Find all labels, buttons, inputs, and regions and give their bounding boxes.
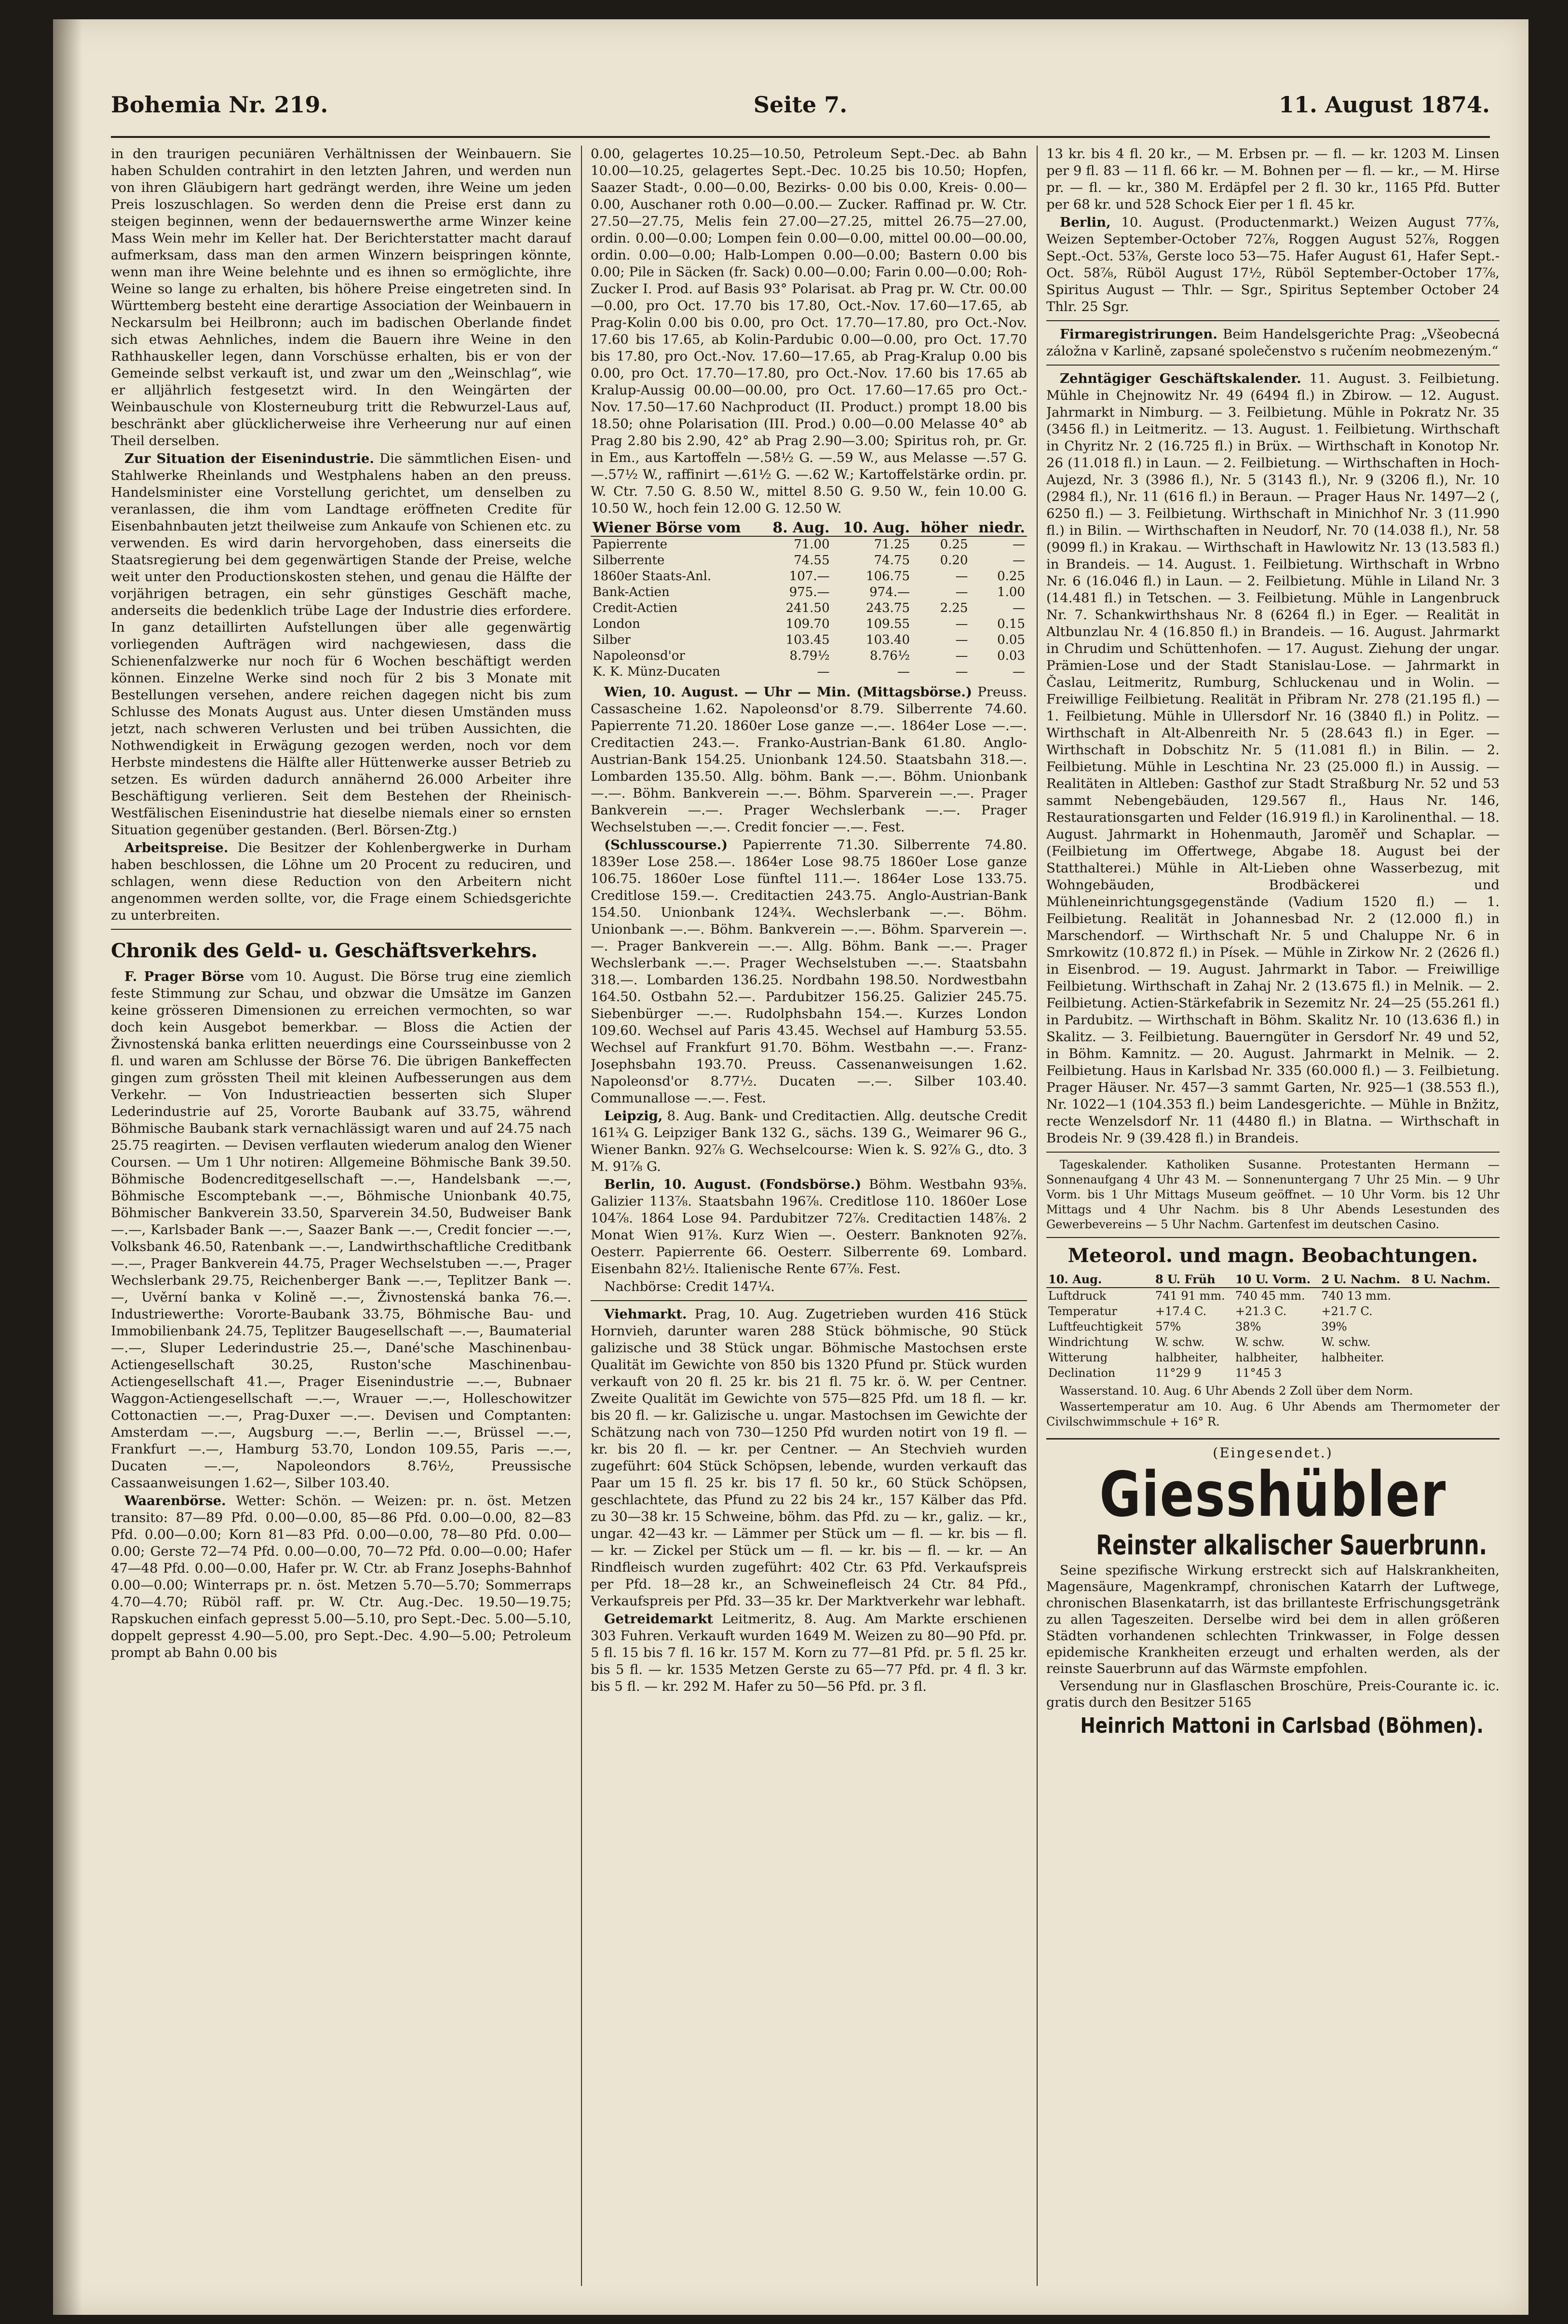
- header-page-number: Seite 7.: [753, 92, 848, 118]
- table-cell: —: [955, 665, 968, 679]
- table-cell: [1409, 1304, 1500, 1319]
- table-cell: Credit-Actien: [593, 601, 678, 615]
- table-header-cell: niedr.: [970, 520, 1027, 536]
- table-cell: Silberrente: [593, 553, 665, 568]
- article-paragraph: 13 kr. bis 4 fl. 20 kr., — M. Erbsen pr. — fl. — kr. 1203 M. Linsen per 9 fl. 83 — 11 fl. 66 kr. — M. Bohnen per — fl. — kr., — M. Hirse pr. — fl. — kr., 380 M. Erdäpfel per 2 fl. 30 kr., 1165 Pfd. Butter per 68 kr. und 528 Schock Eier per 1 fl. 45 kr.: [1046, 146, 1500, 212]
- table-cell: —: [897, 665, 910, 679]
- article-paragraph: [591, 1611, 1027, 1695]
- article-heading: Getreidemarkt: [604, 1611, 714, 1627]
- table-cell: —: [955, 569, 968, 584]
- table-cell: 243.75: [866, 601, 910, 615]
- table-cell: Papierrente: [593, 537, 667, 552]
- table-cell: 740 45 mm.: [1235, 1289, 1305, 1303]
- day-calendar: Tageskalender. Katholiken Susanne. Protestanten Hermann — Sonnenaufgang 4 Uhr 43 M. — Sonnenuntergang 7 Uhr 25 Min. — 9 Uhr Vorm. bis 1 Uhr Mittags Museum geöffnet. — 10 Uhr Vorm. bis 12 Uhr Mittags und 4 Uhr Nachm. bis 8 Uhr Abends Lesestunden des Gewerbevereins — 5 Uhr Nachm. Gartenfest im deutschen Casino.: [1046, 1158, 1500, 1231]
- table-cell: W. schw.: [1321, 1335, 1371, 1349]
- header-date: 11. August 1874.: [1279, 92, 1490, 118]
- article-paragraph: [111, 968, 571, 1492]
- article-heading: Berlin,: [1060, 215, 1111, 230]
- page-header: [111, 92, 1490, 130]
- ad-brand: Giesshübler: [1099, 1459, 1446, 1531]
- table-cell: 975.—: [789, 585, 830, 599]
- table-cell: 1.00: [997, 585, 1025, 599]
- article-text: Beim Handelsgerichte Prag: „Všeobecná záložna v Karlině, zapsané společenstvo s ručením neobmezeným.“: [1046, 326, 1500, 359]
- table-cell: Napoleonsd'or: [593, 649, 685, 663]
- table-row: [591, 553, 1027, 569]
- article-text: Leitmeritz, 8. Aug. Am Markte erschienen 303 Fuhren. Verkauft wurden 1649 M. Weizen zu 80—90 Pfd. pr. 5 fl. 15 bis 7 fl. 16 kr. 157 M. Korn zu 77—81 Pfd. pr. 5 fl. 25 kr. bis 5 fl. — kr. 1535 Metzen Gerste zu 65—77 Pfd. pr. 4 fl. 3 kr. bis 5 fl. — kr. 292 M. Hafer zu 50—56 Pfd. pr. 3 fl.: [591, 1611, 1027, 1694]
- article-heading: Wien, 10. August. — Uhr — Min. (Mittagsbörse.): [604, 684, 972, 700]
- table-cell: —: [1013, 553, 1025, 568]
- article-paragraph: [1046, 214, 1500, 315]
- ad-text: Versendung nur in Glasflaschen Broschüre, Preis-Courante ic. ic. gratis durch den Besitzer 5165: [1046, 1679, 1500, 1710]
- table-header-cell: 8 U. Nachm.: [1409, 1272, 1500, 1288]
- table-row: [591, 584, 1027, 600]
- table-cell: 0.05: [997, 633, 1025, 647]
- table-cell: +21.7 C.: [1321, 1305, 1373, 1318]
- ad-maker: Heinrich Mattoni in Carlsbad (Böhmen).: [1080, 1713, 1484, 1738]
- table-cell: W. schw.: [1235, 1335, 1285, 1349]
- table-cell: Luftfeuchtigkeit: [1048, 1320, 1143, 1333]
- newspaper-page: [53, 19, 1528, 2315]
- table-body: [1046, 1288, 1500, 1381]
- article-paragraph: [591, 1176, 1027, 1278]
- table-cell: 71.25: [874, 537, 910, 552]
- section-rule: [1046, 1237, 1500, 1238]
- meteorology-title: Meteorol. und magn. Beobachtungen.: [1068, 1244, 1478, 1267]
- table-row: [591, 632, 1027, 648]
- table-row: [1046, 1288, 1500, 1304]
- table-cell: 0.25: [940, 537, 968, 552]
- table-header-cell: 10. Aug.: [832, 520, 912, 536]
- article-paragraph: [1046, 326, 1500, 360]
- article-text: Prag, 10. Aug. Zugetrieben wurden 416 Stück Hornvieh, darunter waren 288 Stück böhmische, 90 Stück galizische und 38 Stück ungar. Böhmische Mastochsen erste Qualität im Gewichte von 850 bis 1320 Pfund pr. Stück wurden verkauft von 20 fl. 25 kr. bis 21 fl. 75 kr. ö. W. per Centner. Zweite Qualität im Gewichte von 575—825 Pfd. um 18 fl. — kr. bis 20 fl. — kr. Galizische u. ungar. Mastochsen im Gewichte der Schätzung nach von 730—1250 Pfd wurden notirt von 19 fl. — kr. bis 20 fl. — kr. per Centner. — An Stechvieh wurden zugeführt: 604 Stück Schöpsen, lebende, wurden verkauft das Paar um 15 fl. 25 kr. bis 17 fl. 50 kr., 60 Stück Schöpsen, geschlachtete, das Pfund zu 22 bis 24 kr., 157 Kälber das Pfd. zu 30—38 kr. 15 Schweine, böhm. das Pfd. zu — kr., galiz. — kr., ungar. 42—43 kr. — Lämmer per Stück um — fl. — kr. bis — fl. — kr. — Zickel per Stück um — fl. — kr. bis — fl. — kr. — An Rindfleisch wurden zugeführt: 402 Ctr. 63 Pfd. Verkaufspreis per Pfd. 18—28 kr., an Schweinefleisch 24 Ctr. 84 Pfd., Verkaufspreis per Pfd. 33—35 kr. Der Marktverkehr war lebhaft.: [591, 1306, 1027, 1609]
- article-text: Böhm. Westbahn 93⅝. Galizier 113⅞. Staatsbahn 196⅞. Creditlose 110. 1860er Lose 104⅞. 1864 Lose 94. Pardubitzer 72⅞. Creditactien 148⅞. 2 Monat Wien 91⅞. Kurz Wien —. Oesterr. Banknoten 92⅞. Oesterr. Papierrente 66. Oesterr. Silberrente 69. Lombard. Eisenbahn 82½. Italienische Rente 67⅞. Fest.: [591, 1177, 1027, 1277]
- table-cell: 107.—: [789, 569, 830, 584]
- table-header-cell: 8. Aug.: [763, 520, 832, 536]
- table-cell: [1409, 1365, 1500, 1381]
- article-paragraph: [591, 1108, 1027, 1175]
- article-text: Papierrente 71.30. Silberrente 74.80. 1839er Lose 258.—. 1864er Lose 98.75 1860er Lose ganze 106.75. 1860er Lose fünftel 111.—. 1864er Lose 133.75. Creditlose 159.—. Creditactien 243.75. Anglo-Austrian-Bank 154.50. Unionbank 124¾. Wechslerbank —.—. Böhm. Unionbank —.—. Böhm. Bankverein —.—. Böhm. Sparverein —.—. Prager Bankverein —.—. Allg. Böhm. Bank —.—. Prager Wechslerbank —.—. Prager Wechselstuben —.—. Staatsbahn 318.—. Lombarden 136.25. Nordbahn 198.50. Nordwestbahn 164.50. Ostbahn 52.—. Pardubitzer 156.25. Galizier 245.75. Siebenbürger —.—. Rudolphsbahn 154.—. Kurzes London 109.60. Wechsel auf Paris 43.45. Wechsel auf Hamburg 53.55. Wechsel auf Frankfurt 91.70. Böhm. Westbahn —.—. Franz-Josephsbahn 193.70. Preuss. Cassenanweisungen 1.62. Napoleonsd'or 8.77½. Ducaten —.—. Silber 103.40. Communallose —.—. Fest.: [591, 837, 1027, 1106]
- section-rule: [111, 929, 571, 930]
- meteorology-table: [1046, 1272, 1500, 1381]
- table-cell: 8.76½: [869, 649, 910, 663]
- table-row: [591, 664, 1027, 680]
- table-cell: 1860er Staats-Anl.: [593, 569, 712, 584]
- table-cell: +17.4 C.: [1155, 1305, 1207, 1318]
- table-cell: —: [955, 649, 968, 663]
- table-row: [1046, 1334, 1500, 1350]
- table-cell: 0.15: [997, 617, 1025, 631]
- table-cell: Declination: [1048, 1366, 1116, 1380]
- article-paragraph: [111, 1493, 571, 1661]
- table-cell: —: [1013, 601, 1025, 615]
- article-text: Die sämmtlichen Eisen- und Stahlwerke Rheinlands und Westphalens haben an den preuss. Handelsminister eine Vorstellung gerichtet, um denselben zu veranlassen, die ihm vom Landtage eröffneten Credite für Eisenbahnbauten jetzt theilweise zum Ankaufe von Schienen etc. zu verwenden. Es wird darin hervorgehoben, dass einerseits die Staatsregierung bei dem gegenwärtigen Stande der Preise, welche weit unter den Productionskosten stehen, und genau die Hälfte der vorjährigen betragen, ein sehr günstiges Geschäft mache, anderseits die bedenklich trübe Lage der Industrie dies erfordere. In ganz detaillirten Aufstellungen über alle gegenwärtig vorliegenden Aufträgen wird nachgewiesen, dass die Schienenfalzwerke nur noch für 6 Wochen beschäftigt werden können. Einzelne Werke sind noch für 2 bis 3 Monate mit Bestellungen versehen, andere reichen dagegen nicht bis zum Schlusse des Monats August aus. Unter diesen Umständen muss jetzt, nach schweren Verlusten und bei trüben Aussichten, die Nothwendigkeit in Erwägung gezogen werden, noch vor dem Herbste mindestens die Hälfte aller Hüttenwerke ausser Betrieb zu setzen. Es würden dadurch annähernd 26.000 Arbeiter ihre Beschäftigung verlieren. Seit dem Bestehen der Rheinisch-Westfälischen Eisenindustrie hat dieselbe niemals einer so ernsten Situation gegenüber gestanden. (Berl. Börsen-Ztg.): [111, 451, 571, 838]
- article-heading: Leipzig,: [604, 1108, 663, 1124]
- table-cell: 11°45 3: [1235, 1366, 1282, 1380]
- table-cell: —: [955, 633, 968, 647]
- table-row: [1046, 1365, 1500, 1381]
- column-1: [111, 146, 571, 2296]
- table-cell: K. K. Münz-Ducaten: [593, 665, 720, 679]
- table-cell: [1319, 1365, 1409, 1381]
- table-cell: 11°29 9: [1155, 1366, 1202, 1380]
- section-title: Chronik des Geld- u. Geschäftsverkehrs.: [111, 939, 538, 962]
- table-cell: [1409, 1288, 1500, 1304]
- article-text: 10. August. (Productenmarkt.) Weizen August 77⅞, Weizen September-October 72⅞, Roggen August 52⅞, Roggen Sept.-Oct. 53⅞, Gerste loco 53—75. Hafer August 61, Hafer Sept.-Oct. 58⅞, Rüböl August 17½, Rüböl September-October 17⅞, Spiritus August — Thlr. — Sgr., Spiritus September October 24 Thlr. 25 Sgr.: [1046, 215, 1500, 314]
- column-3: [1046, 146, 1500, 2296]
- table-header-row: [591, 520, 1027, 536]
- table-cell: 38%: [1235, 1320, 1261, 1333]
- table-cell: [1409, 1334, 1500, 1350]
- table-header-cell: 2 U. Nachm.: [1319, 1272, 1409, 1288]
- article-heading: F. Prager Börse: [124, 969, 244, 984]
- column-2: [591, 146, 1027, 2296]
- article-paragraph: [591, 1306, 1027, 1610]
- article-paragraph: in den traurigen pecuniären Verhältnissen der Weinbauern. Sie haben Schulden contrahirt in den letzten Jahren, und werden nun von ihren Gläubigern hart gedrängt werden, ihre Weine um jeden Preis loszuschlagen. So werden denn die Preise erst dann zu steigen beginnen, wenn der bedauernswerthe arme Winzer keine Mass Wein mehr im Keller hat. Der Berichterstatter macht darauf aufmerksam, dass man den armen Winzern beispringen könnte, wenn man ihre Weine belehnte und es ihnen so ermöglichte, ihre Weine so lange zu erhalten, bis höhere Preise eingetreten sind. In Württemberg besteht eine derartige Association der Weinbauern in Neckarsulm bei Heilbronn; auch im badischen Oberlande findet sich etwas Aehnliches, indem die Bauern ihre Weine in den Rathhauskeller legen, dann Vorschüsse erhalten, bis er von der Gemeinde selbst verkauft ist, und zwar um den „Weinschlag“, wie er alljährlich festgesetzt wird. In den Weingärten der Weinbauschule von Klosterneuburg tritt die Rebwurzel-Laus auf, beschränkt aber glücklicherweise ihre Verheerung nur auf einen Theil derselben.: [111, 146, 571, 448]
- table-row: [591, 600, 1027, 616]
- table-cell: 740 13 mm.: [1321, 1289, 1392, 1303]
- table-cell: [1409, 1319, 1500, 1334]
- section-rule: [1046, 1152, 1500, 1153]
- table-cell: 57%: [1155, 1320, 1181, 1333]
- table-row: [1046, 1350, 1500, 1365]
- article-paragraph: [111, 840, 571, 924]
- article-paragraph: Nachbörse: Credit 147¼.: [604, 1279, 775, 1294]
- table-cell: 71.00: [794, 537, 830, 552]
- table-cell: —: [1013, 665, 1025, 679]
- table-row: [591, 616, 1027, 632]
- table-cell: +21.3 C.: [1235, 1305, 1287, 1318]
- table-cell: halbheiter.: [1321, 1351, 1384, 1364]
- section-rule: [591, 1300, 1027, 1301]
- table-cell: 0.20: [940, 553, 968, 568]
- table-header-cell: höher: [912, 520, 970, 536]
- article-heading: (Schlusscourse.): [604, 837, 728, 853]
- mineral-water-advertisement: [1046, 1438, 1500, 1740]
- table-cell: 106.75: [866, 569, 910, 584]
- article-text: vom 10. August. Die Börse trug eine ziemlich feste Stimmung zur Schau, und obzwar die Umsätze im Ganzen keine grösseren Dimensionen zu erreichen vermochten, so war doch kein Ausgebot bemerkbar. — Bloss die Actien der Živnostenská banka erlitten neuerdings eine Coursseinbusse von 2 fl. und waren am Schlusse der Börse 76. Die übrigen Bankeffecten gingen zum grössten Theil mit kleinen Aufbesserungen aus dem Verkehr. — Von Industrieactien besserten sich Sluper Lederindustrie auf 25, Vororte Baubank auf 33.75, während Böhmische Baubank stark vernachlässigt waren und auf 24.75 nach 25.75 reagirten. — Devisen verflauten wiederum analog den Wiener Coursen. — Um 1 Uhr notiren: Allgemeine Böhmische Bank 39.50. Böhmische Bodencreditgesellschaft —.—, Handelsbank —.—, Böhmische Escomptebank —.—, Böhmische Unionbank 40.75, Böhmischer Bankverein 33.50, Sparverein 34.50, Budweiser Bank —.—, Karlsbader Bank —.—, Saazer Bank —.—, Credit foncier —.—, Volksbank 46.50, Ratenbank —.—, Landwirthschaftliche Creditbank —.—, Prager Bankverein 44.75, Prager Wechselstuben —.—, Prager Wechslerbank 29.75, Reichenberger Bank —.—, Teplitzer Bank —.—, Uvěrní banka v Kolině —.—, Živnostenská banka 76.—. Industriewerthe: Vororte-Baubank 33.75, Böhmische Bau- und Immobilienbank 24.75, Teplitzer Baugesellschaft —.—, Baumaterial —.—, Sluper Lederindustrie 25.—, Dané'sche Maschinenbau-Actiengesellschaft 30.25, Ruston'sche Maschinenbau-Actiengesellschaft 41.—, Prager Eisenindustrie —.—, Bubnaer Waggon-Actiengesellschaft —.—, Wrauer —.—, Holleschowitzer Cottonactien —.—, Prag-Duxer —.—. Devisen und Comptanten: Amsterdam —.—, Augsburg —.—, Berlin —.—, Brüssel —.—, Frankfurt —.—, Hamburg 53.70, London 109.55, Paris —.—, Ducaten —.—, Napoleondors 8.76½, Preussische Cassaanweisungen 1.62—, Silber 103.40.: [111, 969, 571, 1491]
- table-row: [591, 569, 1027, 584]
- table-header-cell: Wiener Börse vom: [591, 520, 763, 536]
- article-paragraph: [591, 837, 1027, 1107]
- article-text: 8. Aug. Bank- und Creditactien. Allg. deutsche Credit 161¾ G. Leipziger Bank 132 G., sächs. 139 G., Weimarer 96 G., Wiener Bankn. 92⅞ G. Wechselcourse: Wien k. S. 92⅞ G., dto. 3 M. 91⅞ G.: [591, 1108, 1027, 1174]
- table-cell: Temperatur: [1048, 1305, 1118, 1318]
- article-text: Die Besitzer der Kohlenbergwerke in Durham haben beschlossen, die Löhne um 20 Procent zu reduciren, und schlagen, wenn diese Reduction von den Arbeitern nicht angenommen werden sollte, vor, die Frage einem Schiedsgerichte zu unterbreiten.: [111, 840, 571, 923]
- table-cell: 241.50: [785, 601, 830, 615]
- article-text: Preuss. Cassascheine 1.62. Napoleonsd'or 8.79. Silberrente 74.60. Papierrente 71.20. 1860er Lose ganze —.—. 1864er Lose —.—. Creditactien 243.—. Franko-Austrian-Bank 61.80. Anglo-Austrian-Bank 154.25. Unionbank 124.50. Staatsbahn 318.—. Lombarden 135.50. Allg. böhm. Bank —.—. Böhm. Unionbank —.—. Böhm. Bankverein —.—. Böhm. Sparverein —.—. Prager Bankverein —.—. Prager Wechslerbank —.—. Prager Wechselstuben —.—. Credit foncier —.—. Fest.: [591, 684, 1027, 835]
- article-text: Wetter: Schön. — Weizen: pr. n. öst. Metzen transito: 87—89 Pfd. 0.00—0.00, 85—86 Pfd. 0.00—0.00, 82—83 Pfd. 0.00—0.00; Korn 81—83 Pfd. 0.00—0.00, 78—80 Pfd. 0.00—0.00; Gerste 72—74 Pfd. 0.00—0.00, 70—72 Pfd. 0.00—0.00; Hafer 47—48 Pfd. 0.00—0.00, Hafer pr. W. Ctr. ab Franz Josephs-Bahnhof 0.00—0.00; Winterraps pr. n. öst. Metzen 5.70—5.70; Sommerraps 4.70—4.70; Rüböl raff. pr. W. Ctr. Aug.-Dec. 19.50—19.75; Rapskuchen einfach gepresst 5.00—5.10, pro Sept.-Dec. 5.00—5.10, doppelt gepresst 4.90—5.00, pro Sept.-Dec. 4.90—5.00; Petroleum prompt ab Bahn 0.00 bis: [111, 1493, 571, 1660]
- table-row: [591, 536, 1027, 553]
- section-rule: [1046, 320, 1500, 321]
- table-cell: 74.55: [794, 553, 830, 568]
- table-row: [1046, 1319, 1500, 1334]
- table-cell: 109.55: [866, 617, 910, 631]
- table-header-cell: 10. Aug.: [1046, 1272, 1153, 1288]
- page-fold-shadow: [53, 19, 82, 2315]
- article-heading: Berlin, 10. August. (Fondsbörse.): [604, 1177, 862, 1192]
- table-row: [1046, 1304, 1500, 1319]
- table-cell: 974.—: [869, 585, 910, 599]
- article-paragraph: [591, 684, 1027, 836]
- section-rule: [1046, 365, 1500, 366]
- table-cell: 0.25: [997, 569, 1025, 584]
- table-header-cell: 8 U. Früh: [1153, 1272, 1233, 1288]
- table-cell: 0.03: [997, 649, 1025, 663]
- table-cell: 74.75: [874, 553, 910, 568]
- article-heading: Zur Situation der Eisenindustrie.: [124, 451, 374, 466]
- table-cell: 109.70: [785, 617, 830, 631]
- table-cell: 8.79½: [789, 649, 830, 663]
- table-header-row: [1046, 1272, 1500, 1288]
- table-cell: Silber: [593, 633, 631, 647]
- table-cell: —: [817, 665, 830, 679]
- table-cell: —: [1013, 537, 1025, 552]
- article-heading: Zehntägiger Geschäftskalender.: [1060, 371, 1301, 386]
- header-rule: [111, 136, 1490, 138]
- water-level: Wasserstand. 10. Aug. 6 Uhr Abends 2 Zoll über dem Norm.: [1060, 1384, 1413, 1398]
- table-cell: [1409, 1350, 1500, 1365]
- article-heading: Arbeitspreise.: [124, 840, 229, 856]
- table-cell: Witterung: [1048, 1351, 1108, 1364]
- table-cell: 2.25: [940, 601, 968, 615]
- article-paragraph: 0.00, gelagertes 10.25—10.50, Petroleum Sept.-Dec. ab Bahn 10.00—10.25, gelagertes Sept.-Dec. 10.25 bis 10.50; Hopfen, Saazer Stadt-, 0.00—0.00, Bezirks- 0.00 bis 0.00, Kreis- 0.00—0.00, Auschaner roth 0.00—0.00.— Zucker. Raffinad pr. W. Ctr. 27.50—27.75, Melis fein 27.00—27.25, mittel 26.75—27.00, ordin. 0.00—0.00; Lompen fein 0.00—0.00, mittel 00.00—00.00, ordin. 0.00—0.00; Halb-Lompen 0.00—0.00; Bastern 0.00 bis 0.00; Pile in Säcken (fr. Sack) 0.00—0.00; Farin 0.00—0.00; Roh-Zucker I. Prod. auf Basis 93° Polarisat. ab Prag pr. W. Ctr. 00.00—0.00, pro Oct. 17.70 bis 17.80, Oct.-Nov. 17.60—17.65, ab Prag-Kolin 0.00 bis 0.00, pro Oct. 17.70—17.80, pro Oct.-Nov. 17.60 bis 17.65, ab Kolin-Pardubic 0.00—0.00, pro Oct. 17.70 bis 17.80, pro Oct.-Nov. 17.60—17.65, ab Prag-Kralup 0.00 bis 0.00, pro Oct. 17.70—17.80, pro Oct.-Nov. 17.60 bis 17.65 ab Kralup-Aussig 00.00—00.00, pro Oct. 17.60—17.65 pro Oct.-Nov. 17.50—17.60 Nachproduct (II. Product.) prompt 18.00 bis 18.50; ohne Polarisation (III. Prod.) 0.00—0.00 Melasse 40° ab Prag 2.80 bis 2.90, 42° ab Prag 2.90—3.00; Spiritus roh, pr. Gr. in Em., aus Kartoffeln —.58½ G. —.59 W., aus Melasse —.57 G. —.57½ W., raffinirt —.61½ G. —.62 W.; Kartoffelstärke ordin. pr. W. Ctr. 7.50 G. 8.50 W., mittel 8.50 G. 9.50 W., fein 10.00 G. 10.50 W., hoch fein 12.00 G. 12.50 W.: [591, 146, 1027, 516]
- ad-label: (Eingesendet.): [1213, 1445, 1333, 1461]
- article-paragraph: [111, 450, 571, 839]
- table-cell: 103.45: [785, 633, 830, 647]
- article-heading: Firmaregistrirungen.: [1060, 326, 1217, 342]
- table-cell: 741 91 mm.: [1155, 1289, 1225, 1303]
- table-cell: —: [955, 617, 968, 631]
- table-cell: Luftdruck: [1048, 1289, 1107, 1303]
- table-cell: W. schw.: [1155, 1335, 1205, 1349]
- header-issue: Bohemia Nr. 219.: [111, 92, 328, 118]
- article-heading: Waarenbörse.: [124, 1493, 226, 1509]
- table-cell: —: [955, 585, 968, 599]
- table-cell: Bank-Actien: [593, 585, 670, 599]
- ad-tagline: Reinster alkalischer Sauerbrunn.: [1096, 1530, 1487, 1561]
- article-paragraph: [1046, 370, 1500, 1147]
- table-cell: halbheiter,: [1235, 1351, 1298, 1364]
- column-divider: [581, 146, 582, 2286]
- article-text: 11. August. 3. Feilbietung. Mühle in Chejnowitz Nr. 49 (6494 fl.) in Zbirow. — 12. August. Jahrmarkt in Nimburg. — 3. Feilbietung. Mühle in Pokratz Nr. 35 (3456 fl.) in Leitmeritz. — 13. August. 1. Feilbietung. Wirthschaft in Chyritz Nr. 2 (16.725 fl.) in Brüx. — Wirthschaft in Konotop Nr. 26 (11.018 fl.) in Laun. — 2. Feilbietung. — Wirthschaften in Hoch-Aujezd, Nr. 3 (3986 fl.), Nr. 5 (3143 fl.), Nr. 9 (3206 fl.), Nr. 10 (2984 fl.), Nr. 11 (616 fl.) in Beraun. — Prager Haus Nr. 1497—2 (, 6250 fl.) — 3. Feilbietung. Wirthschaft in Minichhof Nr. 3 (11.990 fl.) in Bilin. — Wirthschaften in Neudorf, Nr. 70 (14.038 fl.), Nr. 58 (9099 fl.) in Krakau. — Wirthschaft in Hawlowitz Nr. 13 (13.583 fl.) in Brandeis. — 14. August. 1. Feilbietung. Wirthschaft in Wrbno Nr. 6 (16.046 fl.) in Laun. — 2. Feilbietung. Mühle in Liland Nr. 3 (14.481 fl.) in Tetschen. — 3. Feilbietung. Mühle in Langenbruck Nr. 7. Schankwirthshaus Nr. 8 (6264 fl.) in Eger. — Realität in Altbunzlau Nr. 4 (16.850 fl.) in Brandeis. — 16. August. Jahrmarkt in Chrudim und Schüttenhofen. — 17. August. Ziehung der ungar. Prämien-Lose und der Stadt Stanislau-Lose. — Jahrmarkt in Časlau, Leitmeritz, Rumburg, Schluckenau und in Wolin. — Freiwillige Feilbietung. Realität in Přibram Nr. 278 (21.195 fl.) — 1. Feilbietung. Mühle in Ullersdorf Nr. 16 (3840 fl.) in Politz. — Wirthschaft in Alt-Albenreith Nr. 5 (28.643 fl.) in Eger. — Wirthschaft in Dobschitz Nr. 5 (11.081 fl.) in Bilin. — 2. Feilbietung. Mühle in Leschtina Nr. 23 (25.000 fl.) in Aussig. — Realitäten in Altleben: Gasthof zur Stadt Straßburg Nr. 52 und 53 sammt Nebengebäuden, 129.567 fl., Haus Nr. 146, Restaurationsgarten und Felder (16.919 fl.) in Karolinenthal. — 18. August. Jahrmarkt in Hohenmauth, Jaroměř und Schaplar. — (Feilbietung im Offertwege, Abgabe 18. August bei der Statthalterei.) Mühle in Alt-Lieben ohne Wasserbezug, mit Wohngebäuden, Brodbäckerei und Mühleneinrichtungsgegenstände (Vadium 1520 fl.) — 1. Feilbietung. Realität in Johannesbad Nr. 2 (12.000 fl.) in Marschendorf. — Wirthschaft Nr. 5 und Chaluppe Nr. 6 in Smrkowitz (10.872 fl.) in Písek. — Mühle in Zirkow Nr. 2 (2626 fl.) in Eisenbrod. — 19. August. Jahrmarkt in Tabor. — Freiwillige Feilbietung. Wirthschaft in Zahaj Nr. 2 (13.675 fl.) in Melnik. — 2. Feilbietung. Actien-Stärkefabrik in Sezemitz Nr. 24—25 (55.261 fl.) in Pardubitz. — Wirthschaft in Böhm. Skalitz Nr. 10 (13.636 fl.) in Skalitz. — 3. Feilbietung. Bauerngüter in Gersdorf Nr. 49 und 52, in Böhm. Kamnitz. — 20. August. Jahrmarkt in Melnik. — 2. Feilbietung. Haus in Karlsbad Nr. 335 (60.000 fl.) — 3. Feilbietung. Prager Häuser. Nr. 457—3 sammt Garten, Nr. 925—1 (38.553 fl.), Nr. 1022—1 (104.353 fl.) beim Landesgerichte. — Mühle in Bnžitz, recte Wenzelsdorf Nr. 11 (4480 fl.) in Blatna. — Wirthschaft in Brodeis Nr. 9 (39.428 fl.) in Brandeis.: [1046, 371, 1500, 1146]
- table-header-cell: 10 U. Vorm.: [1233, 1272, 1319, 1288]
- ad-text: Seine spezifische Wirkung erstreckt sich auf Halskrankheiten, Magensäure, Magenkrampf, chronischen Katarrh der Luftwege, chronischen Blasenkatarrh, ist das brillanteste Erfrischungsgetränk zu allen Tageszeiten. Derselbe wird bei dem in allen größeren Städten vorhandenen schlechten Trinkwasser, in Folge dessen epidemische Krankheiten erzeugt und erhalten werden, als der reinste Sauerbrunn auf das Wärmste empfohlen.: [1046, 1563, 1500, 1676]
- water-temperature: Wassertemperatur am 10. Aug. 6 Uhr Abends am Thermometer der Civilschwimmschule + 16° R.: [1046, 1400, 1500, 1428]
- table-cell: 103.40: [866, 633, 910, 647]
- article-heading: Viehmarkt.: [604, 1306, 687, 1322]
- table-cell: Windrichtung: [1048, 1335, 1129, 1349]
- table-body: [591, 536, 1027, 680]
- column-divider: [1037, 146, 1038, 2286]
- table-cell: 39%: [1321, 1320, 1347, 1333]
- table-cell: halbheiter,: [1155, 1351, 1218, 1364]
- wiener-boerse-table: [591, 520, 1027, 680]
- table-row: [591, 648, 1027, 664]
- table-cell: London: [593, 617, 640, 631]
